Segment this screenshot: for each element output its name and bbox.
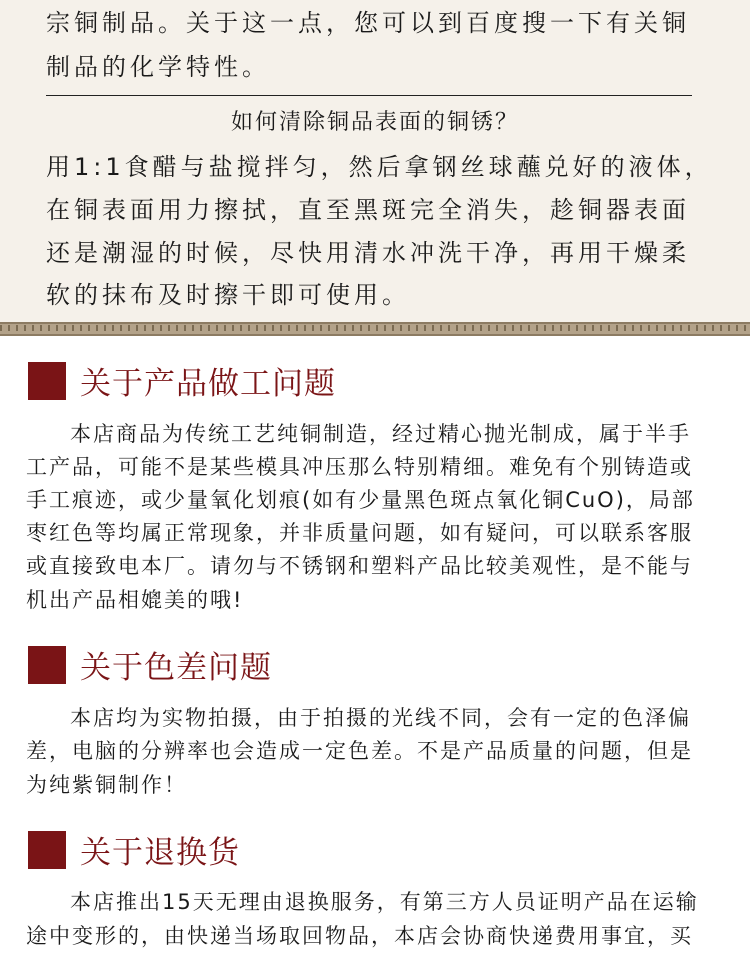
section-text-line: 本店推出15天无理由退换服务，有第三方人员证明产品在运输: [70, 890, 699, 914]
decorative-border-band: [0, 322, 750, 336]
intro-line: 制品的化学特性。: [46, 53, 270, 81]
cleaning-line: 还是潮湿的时候，尽快用清水冲洗干净，再用干燥柔: [46, 239, 690, 267]
section-square-icon: [28, 831, 66, 869]
section-square-icon: [28, 646, 66, 684]
section-title: 关于产品做工问题: [80, 366, 336, 402]
intro-line: 宗铜制品。关于这一点，您可以到百度搜一下有关铜: [46, 9, 690, 37]
section-text-line: 机出产品相媲美的哦!: [26, 588, 244, 612]
section-text-line: 或直接致电本厂。请勿与不锈钢和塑料产品比较美观性，是不能与: [26, 554, 693, 578]
section-text-line: 途中变形的，由快递当场取回物品，本店会协商快递费用事宜，买: [26, 924, 693, 948]
divider-rule: [46, 95, 692, 96]
cleaning-line: 用1:1食醋与盐搅拌匀，然后拿钢丝球蘸兑好的液体，: [46, 153, 713, 181]
section-text-line: 本店商品为传统工艺纯铜制造，经过精心抛光制成，属于半手: [70, 422, 691, 446]
section-square-icon: [28, 362, 66, 400]
cleaning-question: 如何清除铜品表面的铜锈？: [230, 110, 519, 135]
section-text-line: 差，电脑的分辨率也会造成一定色差。不是产品质量的问题，但是: [26, 739, 693, 763]
cleaning-line: 在铜表面用力擦拭，直至黑斑完全消失，趁铜器表面: [46, 196, 690, 224]
section-text-line: 为纯紫铜制作！: [26, 773, 187, 797]
section-text-line: 工产品，可能不是某些模具冲压那么特别精细。难免有个别铸造或: [26, 455, 693, 479]
section-text-line: 手工痕迹，或少量氧化划痕(如有少量黑色斑点氧化铜CuO)，局部: [26, 488, 695, 512]
section-text-line: 枣红色等均属正常现象，并非质量问题，如有疑问，可以联系客服: [26, 521, 693, 545]
section-title: 关于色差问题: [80, 650, 272, 686]
top-info-panel: [0, 0, 750, 322]
section-text-line: 本店均为实物拍摄，由于拍摄的光线不同，会有一定的色泽偏: [70, 706, 691, 730]
cleaning-line: 软的抹布及时擦干即可使用。: [46, 281, 410, 309]
section-title: 关于退换货: [80, 835, 240, 871]
